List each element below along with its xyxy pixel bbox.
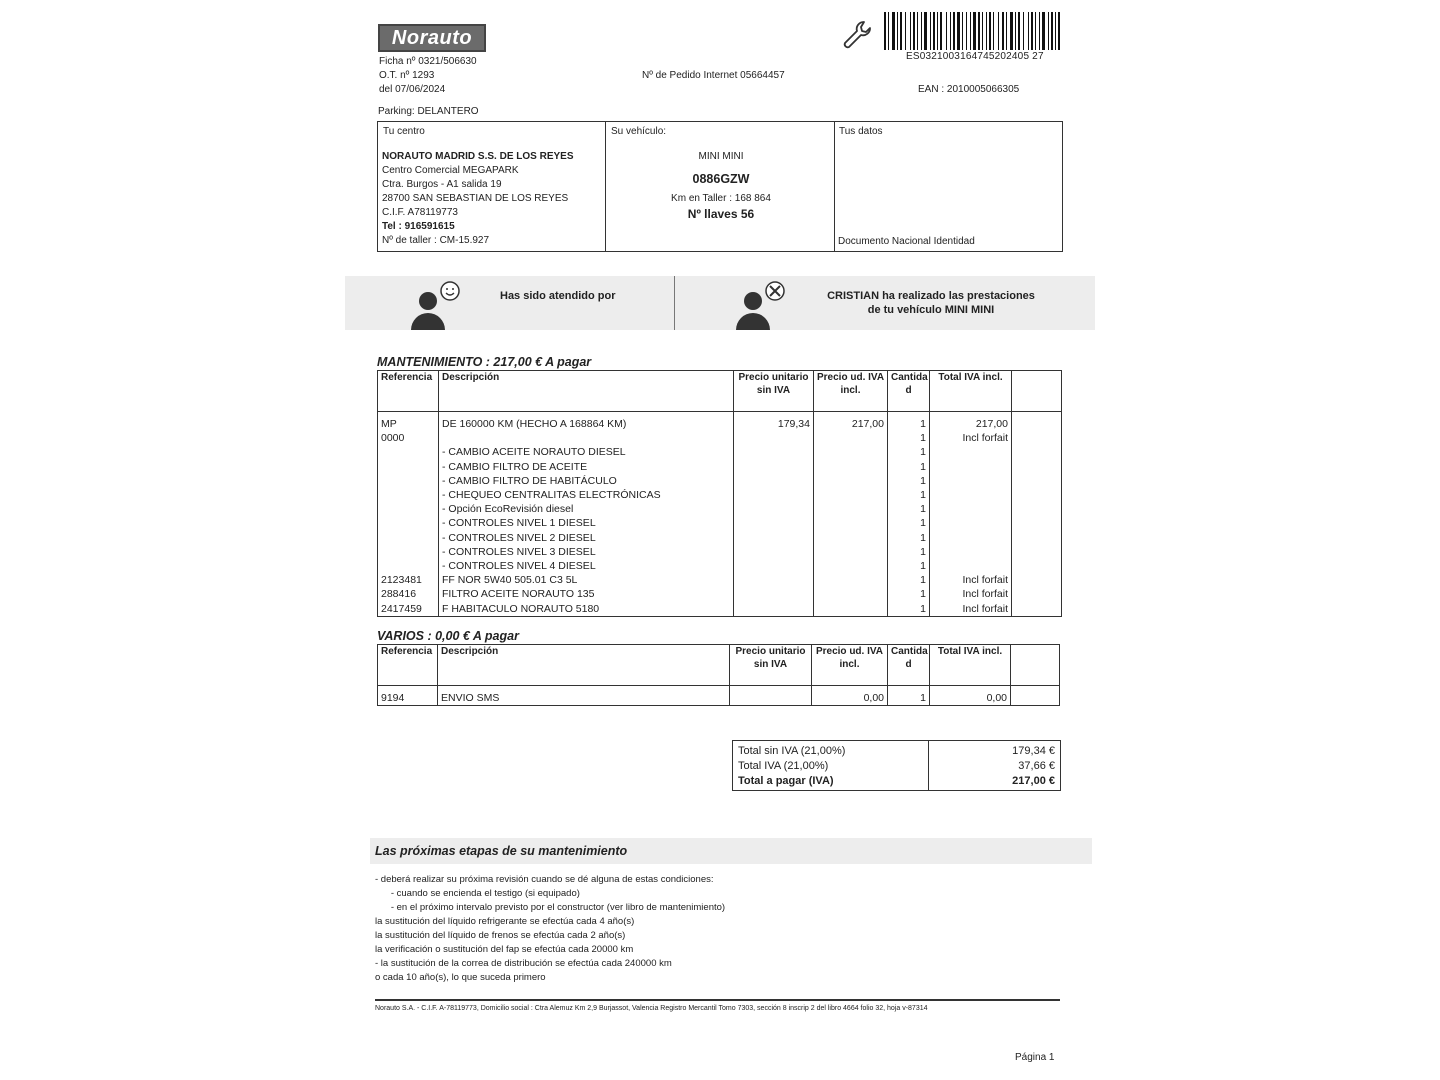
cell-total (930, 559, 1012, 573)
cell-precio-incl (814, 460, 888, 474)
col-cantidad: Cantida d (888, 371, 930, 412)
barcode-bar (1042, 12, 1045, 50)
cell-precio-incl (814, 559, 888, 573)
cell-ref: 288416 (378, 587, 439, 601)
cell-total: Incl forfait (930, 587, 1012, 601)
cell-empty (1012, 531, 1062, 545)
cell-precio-incl (814, 573, 888, 587)
barcode-bar (962, 12, 963, 50)
table-row (378, 431, 1062, 445)
cell-ref (378, 502, 439, 516)
col-precio-sin: Precio unitario sin IVA (730, 645, 812, 686)
barcode-bar (897, 12, 898, 50)
cell-empty (1012, 445, 1062, 459)
barcode-bar (970, 12, 971, 50)
barcode-bar (900, 12, 902, 50)
col-empty (1012, 371, 1062, 412)
barcode-bar (993, 12, 994, 50)
barcode-bar (1006, 12, 1007, 50)
table-row (378, 587, 1062, 601)
cell-cant: 1 (888, 488, 930, 502)
cell-ref (378, 531, 439, 545)
barcode-bar (921, 12, 922, 50)
order-date: del 07/06/2024 (379, 84, 446, 95)
cell-precio-incl (814, 545, 888, 559)
barcode-bar (1048, 12, 1049, 50)
cell-desc: DE 160000 KM (HECHO A 168864 KM) (439, 417, 734, 431)
cell-precio-sin (734, 502, 814, 516)
table-row (378, 417, 1062, 431)
varios-title: VARIOS : 0,00 € A pagar (377, 629, 519, 643)
total-sin-iva-label: Total sin IVA (21,00%) (738, 745, 846, 757)
barcode-bar (888, 12, 889, 50)
barcode-bar (905, 12, 906, 50)
next-step-line: - deberá realizar su próxima revisión cuando se dé alguna de estas condiciones: (375, 874, 714, 885)
next-step-line: la sustitución del líquido de frenos se efectúa cada 2 año(s) (375, 930, 626, 941)
cell-precio-sin (734, 445, 814, 459)
total-iva-value: 37,66 € (1018, 760, 1055, 772)
cell-precio-incl (814, 516, 888, 530)
cell-precio-incl (814, 502, 888, 516)
barcode-bar (1015, 12, 1016, 50)
footer-legal: Norauto S.A. - C.I.F. A-78119773, Domicilio social : Ctra Alemuz Km 2,9 Burjassot, Valencia Registro Mercantil Tomo 7303, sección 8 inscrip 2 del libro 4664 folio 32, hoja v-87314 (375, 1005, 928, 1012)
col-precio-incl: Precio ud. IVA incl. (814, 371, 888, 412)
next-step-line: - cuando se encienda el testigo (si equipado) (375, 888, 580, 899)
table-row (378, 559, 1062, 573)
cell-ref (378, 474, 439, 488)
centro-cif: C.I.F. A78119773 (382, 207, 458, 218)
cell-desc: - CAMBIO FILTRO DE ACEITE (439, 460, 734, 474)
mechanic-line-2: de tu vehículo MINI MINI (867, 304, 995, 316)
cell-empty (1012, 516, 1062, 530)
cell-empty (1012, 488, 1062, 502)
cell-cant: 1 (888, 460, 930, 474)
vehicle-model: MINI MINI (698, 151, 744, 162)
cell-cant: 1 (888, 573, 930, 587)
cell-cant: 1 (888, 545, 930, 559)
cell-desc: - CONTROLES NIVEL 1 DIESEL (439, 516, 734, 530)
cell-precio-incl (814, 587, 888, 601)
barcode-bar (1010, 12, 1013, 50)
centro-address-1: Centro Comercial MEGAPARK (382, 165, 519, 176)
total-pagar-value: 217,00 € (1012, 775, 1055, 787)
datos-heading: Tus datos (839, 126, 883, 137)
barcode-bar (1039, 12, 1040, 50)
barcode-bar (1055, 12, 1056, 50)
mantenimiento-title: MANTENIMIENTO : 217,00 € A pagar (377, 355, 592, 369)
cell-cant: 1 (888, 531, 930, 545)
barcode (884, 12, 1064, 50)
cell-empty (1012, 474, 1062, 488)
table-row (378, 502, 1062, 516)
barcode-bar (950, 12, 951, 50)
barcode-bar (957, 12, 960, 50)
cell-total: 0,00 (930, 691, 1011, 706)
cell-precio-sin (734, 474, 814, 488)
cell-total (930, 531, 1012, 545)
barcode-bar (937, 12, 938, 50)
cell-ref (378, 445, 439, 459)
cell-ref: 2123481 (378, 573, 439, 587)
cell-precio-incl: 0,00 (812, 691, 888, 706)
cell-precio-incl (814, 474, 888, 488)
cell-desc: - CONTROLES NIVEL 4 DIESEL (439, 559, 734, 573)
cell-desc (439, 431, 734, 445)
cell-precio-sin (734, 531, 814, 545)
cell-ref (378, 559, 439, 573)
next-steps-list (375, 873, 1075, 985)
cell-precio-sin (734, 545, 814, 559)
cell-precio-incl (814, 602, 888, 617)
cell-desc: FF NOR 5W40 505.01 C3 5L (439, 573, 734, 587)
cell-precio-sin (734, 573, 814, 587)
attended-by-label: Has sido atendido por (500, 290, 616, 302)
total-iva-label: Total IVA (21,00%) (738, 760, 829, 772)
cell-precio-incl (814, 431, 888, 445)
varios-table (377, 644, 1060, 706)
centro-address-3: 28700 SAN SEBASTIAN DE LOS REYES (382, 193, 569, 204)
dni-label: Documento Nacional Identidad (838, 236, 975, 247)
next-step-line: la verificación o sustitución del fap se efectúa cada 20000 km (375, 944, 634, 955)
cell-empty (1012, 573, 1062, 587)
cell-cant: 1 (888, 431, 930, 445)
table-row (378, 573, 1062, 587)
cell-precio-sin (734, 516, 814, 530)
barcode-number: ES0321003164745202405 27 (906, 51, 1044, 62)
cell-cant: 1 (888, 516, 930, 530)
barcode-bar (989, 12, 991, 50)
barcode-bar (940, 12, 942, 50)
cell-desc: ENVIO SMS (438, 691, 730, 706)
cell-total (930, 516, 1012, 530)
barcode-bar (892, 12, 895, 50)
cell-total: 217,00 (930, 417, 1012, 431)
col-precio-incl: Precio ud. IVA incl. (812, 645, 888, 686)
table-row (378, 488, 1062, 502)
smiley-icon (439, 280, 461, 307)
mantenimiento-table (377, 370, 1062, 617)
col-ref: Referencia (378, 371, 439, 412)
col-desc: Descripción (438, 645, 730, 686)
barcode-bar (917, 12, 918, 50)
cell-desc: - CONTROLES NIVEL 2 DIESEL (439, 531, 734, 545)
centro-heading: Tu centro (383, 126, 425, 137)
cell-empty (1012, 602, 1062, 617)
cell-total (930, 488, 1012, 502)
barcode-bar (966, 12, 967, 50)
col-empty (1011, 645, 1060, 686)
next-step-line: - la sustitución de la correa de distribución se efectúa cada 240000 km (375, 958, 672, 969)
vehicle-km: Km en Taller : 168 864 (671, 193, 771, 204)
next-step-line: o cada 10 año(s), lo que suceda primero (375, 972, 546, 983)
table-header (378, 645, 1060, 686)
cell-precio-sin (734, 559, 814, 573)
cell-desc: FILTRO ACEITE NORAUTO 135 (439, 587, 734, 601)
cell-total (930, 445, 1012, 459)
vehicle-plate: 0886GZW (692, 172, 750, 186)
cell-precio-sin: 179,34 (734, 417, 814, 431)
wrench-icon (840, 18, 874, 52)
cell-empty (1012, 502, 1062, 516)
barcode-bar (1035, 12, 1036, 50)
cell-empty (1012, 417, 1062, 431)
parking-info: Parking: DELANTERO (378, 106, 479, 117)
table-row (378, 545, 1062, 559)
cell-cant: 1 (888, 559, 930, 573)
col-cantidad: Cantida d (888, 645, 930, 686)
col-total: Total IVA incl. (930, 645, 1011, 686)
barcode-bar (998, 12, 999, 50)
barcode-bar (910, 12, 911, 50)
cell-cant: 1 (888, 445, 930, 459)
cell-ref (378, 488, 439, 502)
cell-ref: MP (378, 417, 439, 431)
next-steps-title: Las próximas etapas de su mantenimiento (375, 844, 628, 858)
next-step-line: la sustitución del líquido refrigerante se efectúa cada 4 año(s) (375, 916, 635, 927)
cell-desc: - CONTROLES NIVEL 3 DIESEL (439, 545, 734, 559)
cell-empty (1012, 460, 1062, 474)
cell-cant: 1 (888, 587, 930, 601)
cell-precio-incl (814, 488, 888, 502)
table-row (378, 474, 1062, 488)
centro-address-2: Ctra. Burgos - A1 salida 19 (382, 179, 502, 190)
col-precio-sin: Precio unitario sin IVA (734, 371, 814, 412)
cell-precio-sin (734, 602, 814, 617)
col-desc: Descripción (439, 371, 734, 412)
cell-empty (1012, 587, 1062, 601)
cell-total (930, 460, 1012, 474)
cell-precio-sin (734, 431, 814, 445)
barcode-bar (953, 12, 955, 50)
total-pagar-label: Total a pagar (IVA) (738, 775, 834, 787)
cell-desc: - CHEQUEO CENTRALITAS ELECTRÓNICAS (439, 488, 734, 502)
centro-phone: Tel : 916591615 (382, 221, 455, 232)
mechanic-line-1: CRISTIAN ha realizado las prestaciones (827, 290, 1035, 302)
cell-ref: 9194 (378, 691, 438, 706)
barcode-bar (933, 12, 935, 50)
cell-precio-sin (730, 691, 812, 706)
cell-precio-sin (734, 488, 814, 502)
barcode-bar (913, 12, 915, 50)
table-row (378, 691, 1060, 706)
cell-empty (1012, 545, 1062, 559)
table-row (378, 602, 1062, 617)
barcode-bar (978, 12, 980, 50)
barcode-bar (1018, 12, 1020, 50)
cell-cant: 1 (888, 602, 930, 617)
barcode-bar (1058, 12, 1060, 50)
cell-desc: - CAMBIO FILTRO DE HABITÁCULO (439, 474, 734, 488)
cell-desc: - Opción EcoRevisión diesel (439, 502, 734, 516)
ot-number: O.T. nº 1293 (379, 70, 435, 81)
barcode-bar (1002, 12, 1004, 50)
barcode-bar (930, 12, 931, 50)
page-number: Página 1 (1015, 1052, 1055, 1063)
cell-empty (1012, 431, 1062, 445)
cell-precio-incl (814, 445, 888, 459)
cell-cant: 1 (888, 691, 930, 706)
cell-ref: 0000 (378, 431, 439, 445)
cell-total (930, 545, 1012, 559)
total-sin-iva-value: 179,34 € (1012, 745, 1055, 757)
barcode-bar (982, 12, 983, 50)
cell-empty (1012, 559, 1062, 573)
next-step-line: - en el próximo intervalo previsto por el constructor (ver libro de mantenimiento) (375, 902, 726, 913)
vehicle-keys: Nº llaves 56 (687, 207, 755, 221)
cell-total (930, 502, 1012, 516)
cell-cant: 1 (888, 417, 930, 431)
col-total: Total IVA incl. (930, 371, 1012, 412)
barcode-bar (986, 12, 987, 50)
cell-precio-sin (734, 587, 814, 601)
barcode-bar (1023, 12, 1024, 50)
norauto-logo: Norauto (378, 24, 486, 52)
table-row (378, 516, 1062, 530)
internet-order-number: Nº de Pedido Internet 05664457 (642, 70, 785, 81)
table-row (378, 531, 1062, 545)
centro-name: NORAUTO MADRID S.S. DE LOS REYES (382, 151, 574, 162)
vehiculo-heading: Su vehículo: (611, 126, 667, 137)
table-row (378, 445, 1062, 459)
cell-desc: F HABITACULO NORAUTO 5180 (439, 602, 734, 617)
ean-code: EAN : 2010005066305 (918, 84, 1020, 95)
ficha-number: Ficha nº 0321/506630 (379, 56, 477, 67)
centro-taller: Nº de taller : CM-15.927 (382, 235, 490, 246)
barcode-bar (1031, 12, 1033, 50)
cell-ref (378, 545, 439, 559)
cell-cant: 1 (888, 474, 930, 488)
barcode-bar (924, 12, 927, 50)
barcode-bar (1028, 12, 1029, 50)
barcode-bar (946, 12, 947, 50)
col-ref: Referencia (378, 645, 438, 686)
table-row (378, 460, 1062, 474)
cell-ref (378, 460, 439, 474)
table-header (378, 371, 1062, 412)
cell-total: Incl forfait (930, 602, 1012, 617)
cell-desc: - CAMBIO ACEITE NORAUTO DIESEL (439, 445, 734, 459)
cell-ref: 2417459 (378, 602, 439, 617)
tools-icon (764, 280, 786, 307)
cell-precio-incl (814, 531, 888, 545)
barcode-bar (884, 12, 886, 50)
cell-total: Incl forfait (930, 431, 1012, 445)
cell-ref (378, 516, 439, 530)
cell-cant: 1 (888, 502, 930, 516)
barcode-bar (973, 12, 976, 50)
cell-total: Incl forfait (930, 573, 1012, 587)
cell-precio-sin (734, 460, 814, 474)
cell-precio-incl: 217,00 (814, 417, 888, 431)
cell-total (930, 474, 1012, 488)
cell-empty (1011, 691, 1060, 706)
barcode-bar (1051, 12, 1053, 50)
